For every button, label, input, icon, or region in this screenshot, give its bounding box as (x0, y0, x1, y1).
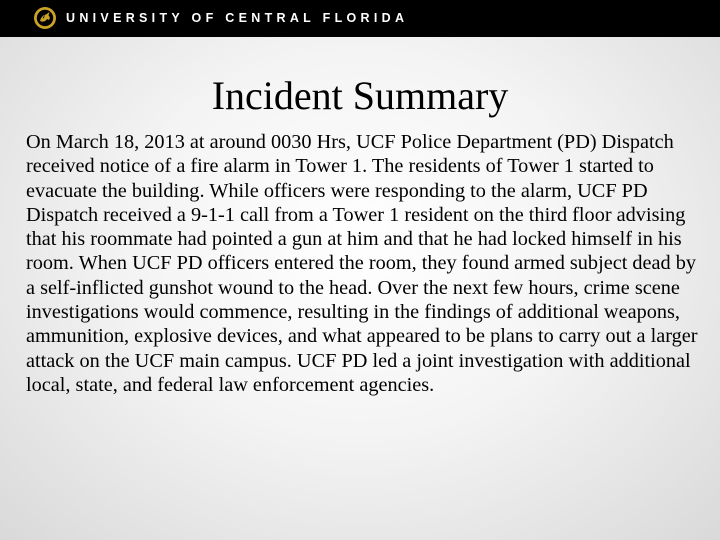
header-bar (0, 0, 720, 37)
pegasus-logo-icon (33, 6, 57, 30)
university-name: UNIVERSITY OF CENTRAL FLORIDA (66, 11, 409, 25)
slide-title (0, 72, 720, 120)
slide-title-text: Incident Summary (211, 73, 509, 118)
slide-body-text: On March 18, 2013 at around 0030 Hrs, UCF Police Department (PD) Dispatch received notice of a fire alarm in Tower 1. The residents of Tower 1 started to evacuate the building. While officers were responding to the alarm, UCF PD Dispatch received a 9-1-1 call from a Tower 1 resident on the third floor advising that his roommate had pointed a gun at him and that he had locked himself in his room. When UCF PD officers entered the room, they found armed subject dead by a self-inflicted gunshot wound to the head. Over the next few hours, crime scene investigations would commence, resulting in the findings of additional weapons, ammunition, explosive devices, and what appeared to be plans to carry out a larger attack on the UCF main campus. UCF PD led a joint investigation with additional local, state, and federal law enforcement agencies. (26, 131, 698, 396)
